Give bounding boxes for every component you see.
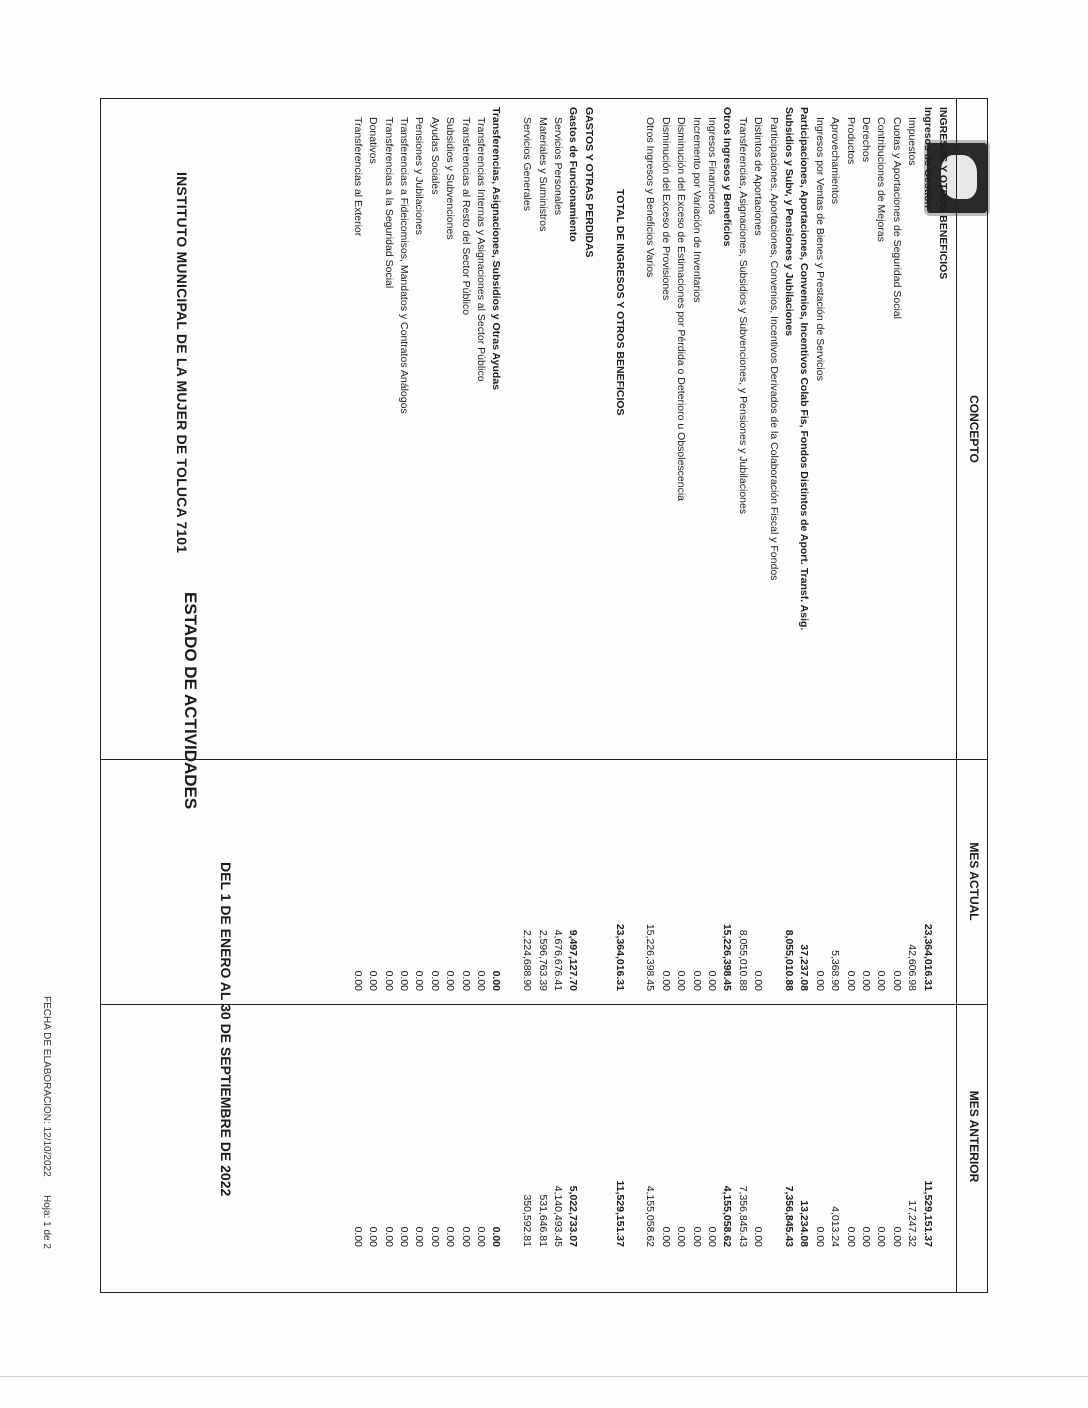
- row-current-value: 0.00: [752, 970, 765, 991]
- table-row: [626, 99, 641, 1292]
- table-row: [780, 99, 795, 1292]
- table-row: [487, 99, 502, 1292]
- table-row: [888, 99, 903, 1292]
- row-concept: TOTAL DE INGRESOS Y OTROS BENEFICIOS: [613, 189, 626, 416]
- row-current-value: 8,055,010.88: [783, 929, 795, 991]
- row-concept: Transferencias al Resto del Sector Público: [459, 117, 472, 316]
- row-current-value: 0.00: [813, 970, 826, 991]
- row-previous-value: 0.00: [413, 1226, 426, 1247]
- row-previous-value: 11,529,151.37: [921, 1180, 934, 1247]
- table-row: [657, 99, 672, 1292]
- row-concept: Ingresos de Gestión: [921, 107, 934, 208]
- row-current-value: 0.00: [675, 970, 688, 991]
- row-previous-value: 0.00: [490, 1226, 503, 1247]
- row-previous-value: 4,140,493.45: [552, 1185, 564, 1247]
- row-concept: Transferencias al Exterior: [351, 117, 364, 237]
- row-concept: Gastos de Funcionamiento: [567, 107, 580, 242]
- table-row: [641, 99, 656, 1292]
- row-current-value: 2,596,763.39: [536, 929, 549, 991]
- row-concept: Donativos: [367, 117, 380, 164]
- row-current-value: 9,497,127.70: [567, 929, 580, 991]
- row-previous-value: 0.00: [690, 1226, 703, 1247]
- table-row: [534, 99, 549, 1292]
- row-previous-value: 0.00: [398, 1226, 410, 1247]
- row-concept: Transferencias Internas y Asignaciones al Sector Público: [475, 117, 487, 382]
- row-concept: Participaciones, Aportaciones, Convenios, Incentivos Colab Fis, Fondos Distintos de Aport. Transf. Asig.: [798, 107, 811, 631]
- table-row: [811, 99, 826, 1292]
- row-current-value: 23,364,016.31: [613, 923, 626, 991]
- row-current-value: 0.00: [475, 970, 487, 991]
- report-period: DEL 1 DE ENERO AL 30 DE SEPTIEMBRE DE 2022: [218, 862, 234, 1197]
- row-previous-value: 0.00: [382, 1226, 395, 1247]
- table-row: [688, 99, 703, 1292]
- row-previous-value: 531,646.81: [536, 1194, 549, 1247]
- row-previous-value: 5,022,733.07: [567, 1185, 580, 1247]
- table-row: [903, 99, 918, 1292]
- table-row: [549, 99, 564, 1292]
- statement-table: [100, 98, 988, 1293]
- elaboration-date: FECHA DE ELABORACION: 12/10/2022: [41, 996, 52, 1177]
- row-concept: Subsidios y Subvenciones: [444, 117, 457, 240]
- row-previous-value: 11,529,151.37: [613, 1180, 626, 1247]
- row-concept: Servicios Generales: [521, 117, 534, 211]
- row-previous-value: 350,592.81: [521, 1194, 534, 1247]
- row-previous-value: 0.00: [351, 1226, 364, 1247]
- row-concept: GASTOS Y OTRAS PERDIDAS: [582, 107, 595, 258]
- row-concept: Ayudas Sociales: [428, 117, 441, 195]
- page-number: Hoja: 1 de 2: [41, 1195, 52, 1249]
- row-current-value: 0.00: [367, 970, 380, 991]
- row-current-value: 15,226,398.45: [721, 923, 734, 991]
- document-title: ESTADO DE ACTIVIDADES: [181, 592, 200, 810]
- row-concept: Disminución del Exceso de Provisiones: [659, 117, 672, 301]
- row-concept: Participaciones, Aportaciones, Convenios, Incentivos Derivados de la Colaboración Fiscal y Fondos: [767, 117, 780, 581]
- table-row: [426, 99, 441, 1292]
- row-concept: Distintos de Aportaciones: [752, 117, 765, 236]
- row-previous-value: 4,155,058.62: [644, 1185, 657, 1247]
- table-row: [919, 99, 934, 1292]
- table-row: [349, 99, 364, 1292]
- row-previous-value: 0.00: [459, 1226, 472, 1247]
- row-current-value: 2,224,688.90: [521, 929, 534, 991]
- row-concept: Cuotas y Aportaciones de Seguridad Social: [890, 117, 903, 319]
- column-current: MES ACTUAL: [967, 842, 981, 921]
- table-row: [564, 99, 579, 1292]
- row-previous-value: 4,013.24: [829, 1206, 842, 1247]
- row-previous-value: 4,155,058.62: [721, 1185, 734, 1247]
- row-concept: Otros Ingresos y Beneficios: [721, 107, 734, 247]
- table-row: [749, 99, 764, 1292]
- row-previous-value: 0.00: [428, 1226, 441, 1247]
- row-concept: Transferencias a Fideicomisos, Mandatos y Contratos Análogos: [398, 117, 410, 414]
- table-row: [410, 99, 425, 1292]
- row-concept: Aprovechamientos: [829, 117, 842, 204]
- row-concept: Materiales y Suministros: [536, 117, 549, 232]
- table-row: [672, 99, 687, 1292]
- row-current-value: 0.00: [844, 970, 857, 991]
- entity-name: INSTITUTO MUNICIPAL DE LA MUJER DE TOLUCA 7101: [174, 172, 190, 554]
- table-row: [872, 99, 887, 1292]
- table-row: [842, 99, 857, 1292]
- row-previous-value: 0.00: [752, 1226, 765, 1247]
- row-current-value: 15,226,398.45: [644, 923, 657, 991]
- row-current-value: 8,055,010.88: [736, 929, 749, 991]
- row-current-value: 0.00: [351, 970, 364, 991]
- row-previous-value: 13,234.08: [798, 1200, 811, 1247]
- row-previous-value: 0.00: [860, 1226, 872, 1247]
- row-concept: Transferencias, Asignaciones, Subsidios y Otras Ayudas: [490, 107, 503, 391]
- row-previous-value: 0.00: [675, 1226, 688, 1247]
- row-concept: Servicios Personales: [552, 117, 564, 216]
- column-previous: MES ANTERIOR: [967, 1090, 981, 1183]
- row-previous-value: 0.00: [844, 1226, 857, 1247]
- row-current-value: 0.00: [690, 970, 703, 991]
- row-previous-value: 0.00: [706, 1226, 718, 1247]
- row-concept: Ingresos Financieros: [706, 117, 718, 215]
- row-current-value: 0.00: [398, 970, 410, 991]
- row-current-value: 23,364,016.31: [921, 923, 934, 991]
- column-concept: CONCEPTO: [967, 395, 981, 463]
- table-row: [441, 99, 456, 1292]
- table-row: [734, 99, 749, 1292]
- row-current-value: 0.00: [459, 970, 472, 991]
- table-row: [395, 99, 410, 1292]
- table-row: [364, 99, 379, 1292]
- table-row: [611, 99, 626, 1292]
- row-current-value: 0.00: [444, 970, 457, 991]
- row-current-value: 0.00: [860, 970, 872, 991]
- row-concept: Pensiones y Jubilaciones: [413, 117, 426, 235]
- table-row: [934, 99, 949, 1292]
- row-current-value: 5,368.90: [829, 950, 842, 991]
- row-concept: Disminución del Exceso de Estimaciones por Pérdida o Deterioro u Obsolescencia: [675, 117, 688, 502]
- table-row: [472, 99, 487, 1292]
- row-current-value: 0.00: [890, 970, 903, 991]
- row-previous-value: 0.00: [444, 1226, 457, 1247]
- row-concept: Derechos: [860, 117, 872, 162]
- row-previous-value: 7,356,845.43: [736, 1185, 749, 1247]
- row-concept: Otros Ingresos y Beneficios Varios: [644, 117, 657, 278]
- table-row: [595, 99, 610, 1292]
- row-concept: Transferencias a la Seguridad Social: [382, 117, 395, 289]
- row-current-value: 0.00: [382, 970, 395, 991]
- row-concept: Productos: [844, 117, 857, 165]
- table-row: [826, 99, 841, 1292]
- table-row: [580, 99, 595, 1292]
- row-previous-value: 0.00: [875, 1226, 888, 1247]
- row-previous-value: 7,356,845.43: [783, 1185, 795, 1247]
- table-row: [457, 99, 472, 1292]
- row-previous-value: 0.00: [890, 1226, 903, 1247]
- row-previous-value: 0.00: [475, 1226, 487, 1247]
- row-previous-value: 0.00: [367, 1226, 380, 1247]
- row-previous-value: 0.00: [813, 1226, 826, 1247]
- table-row: [503, 99, 518, 1292]
- row-concept: Incremento por Variación de Inventarios: [690, 117, 703, 303]
- table-row: [380, 99, 395, 1292]
- table-row: [765, 99, 780, 1292]
- table-row: [795, 99, 810, 1292]
- row-concept: Ingresos por Ventas de Bienes y Prestación de Servicios: [813, 117, 826, 381]
- row-current-value: 0.00: [706, 970, 718, 991]
- table-row: [703, 99, 718, 1292]
- row-concept: Impuestos: [906, 117, 919, 166]
- scan-edge: [0, 1376, 1088, 1377]
- row-previous-value: 0.00: [659, 1226, 672, 1247]
- row-current-value: 0.00: [413, 970, 426, 991]
- table-header: [956, 99, 987, 1292]
- row-current-value: 0.00: [659, 970, 672, 991]
- row-concept: Transferencias, Asignaciones, Subsidios y Subvenciones, y Pensiones y Jubilaciones: [736, 117, 749, 515]
- row-current-value: 37,237.08: [798, 944, 811, 991]
- table-row: [718, 99, 733, 1292]
- table-row: [518, 99, 533, 1292]
- row-current-value: 0.00: [875, 970, 888, 991]
- row-concept: Subsidios y Subv, y Pensiones y Jubilaciones: [783, 107, 795, 337]
- table-row: [857, 99, 872, 1292]
- row-previous-value: 17,247.32: [906, 1200, 919, 1247]
- row-concept: Contribuciones de Mejoras: [875, 117, 888, 242]
- row-current-value: 0.00: [490, 970, 503, 991]
- row-current-value: 42,606.98: [906, 944, 919, 991]
- row-current-value: 4,676,676.41: [552, 929, 564, 991]
- row-current-value: 0.00: [428, 970, 441, 991]
- row-concept: INGRESOS Y OTROS BENEFICIOS: [937, 107, 949, 280]
